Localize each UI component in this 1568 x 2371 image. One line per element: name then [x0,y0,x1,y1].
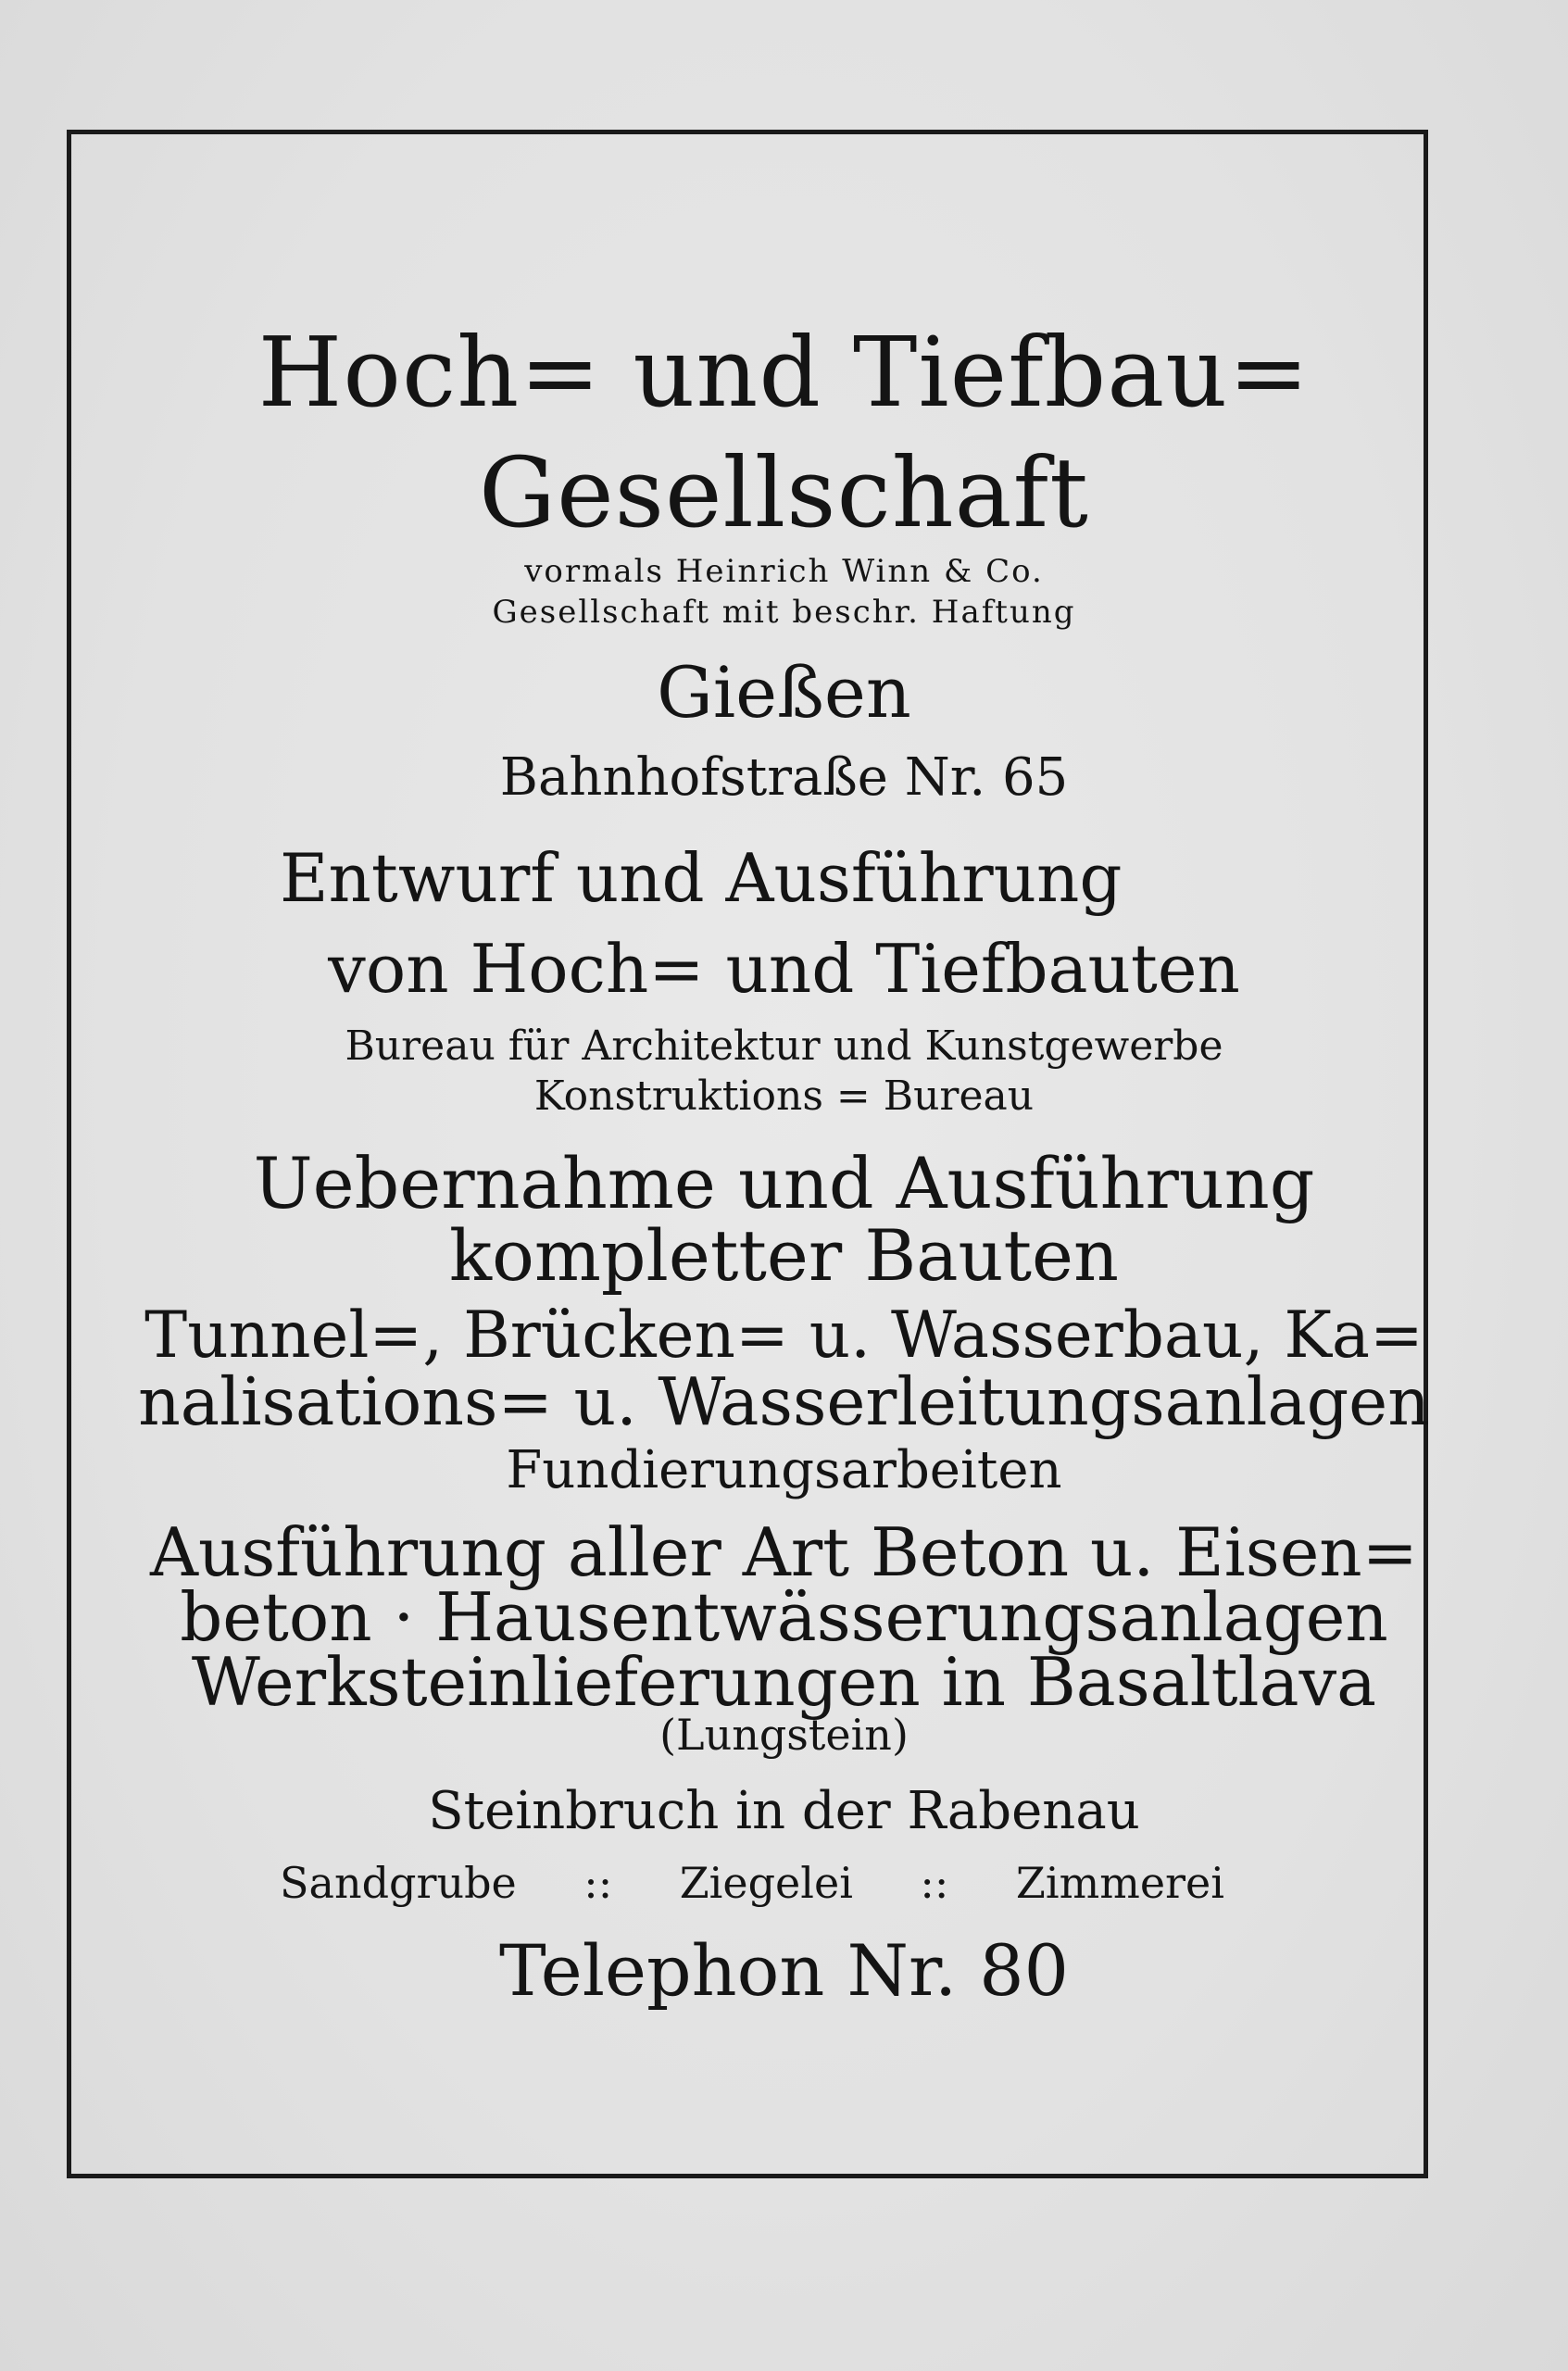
business-sandpit: Sandgrube [280,1858,517,1908]
services-heading-line1 [280,839,1224,917]
services-heading-line1-text: Entwurf und Ausführung [280,839,1123,917]
telephone: Telephon Nr. 80 [498,1929,1069,2012]
business-carpentry: Zimmerei [1015,1858,1224,1908]
address: Bahnhofstraße Nr. 65 [499,747,1069,808]
former-name: vormals Heinrich Winn & Co. [524,553,1044,590]
bureau-line2: Konstruktions = Bureau [533,1073,1035,1120]
quarry: Steinbruch in der Rabenau [428,1781,1140,1841]
concrete-line3: Werksteinlieferungen in Basaltlava [191,1643,1377,1721]
businesses-row [280,1858,1224,1908]
concrete-line1: Ausführung aller Art Beton u. Eisen= [149,1513,1419,1591]
city: Gießen [657,651,911,734]
separator: :: [920,1858,949,1908]
legal-form: Gesellschaft mit beschr. Haftung [492,594,1076,631]
company-name-line1: Hoch= und Tiefbau= [257,316,1311,429]
foundation-work: Fundierungsarbeiten [506,1440,1062,1500]
business-brickworks: Ziegelei [679,1858,853,1908]
works-line1: Tunnel=, Brücken= u. Wasserbau, Ka= [144,1298,1424,1373]
concrete-line2: beton · Hausentwässerungsanlagen [180,1578,1388,1656]
concrete-line4: (Lungstein) [659,1710,909,1760]
separator: :: [583,1858,613,1908]
company-name-line2: Gesellschaft [479,436,1089,549]
takeover-line2: kompletter Bauten [449,1214,1119,1297]
works-line2: nalisations= u. Wasserleitungsanlagen [138,1363,1430,1440]
bureau-line1: Bureau für Architektur und Kunstgewerbe [345,1022,1223,1070]
services-heading-line2: von Hoch= und Tiefbauten [328,930,1240,1008]
takeover-line1: Uebernahme und Ausführung [253,1142,1315,1224]
